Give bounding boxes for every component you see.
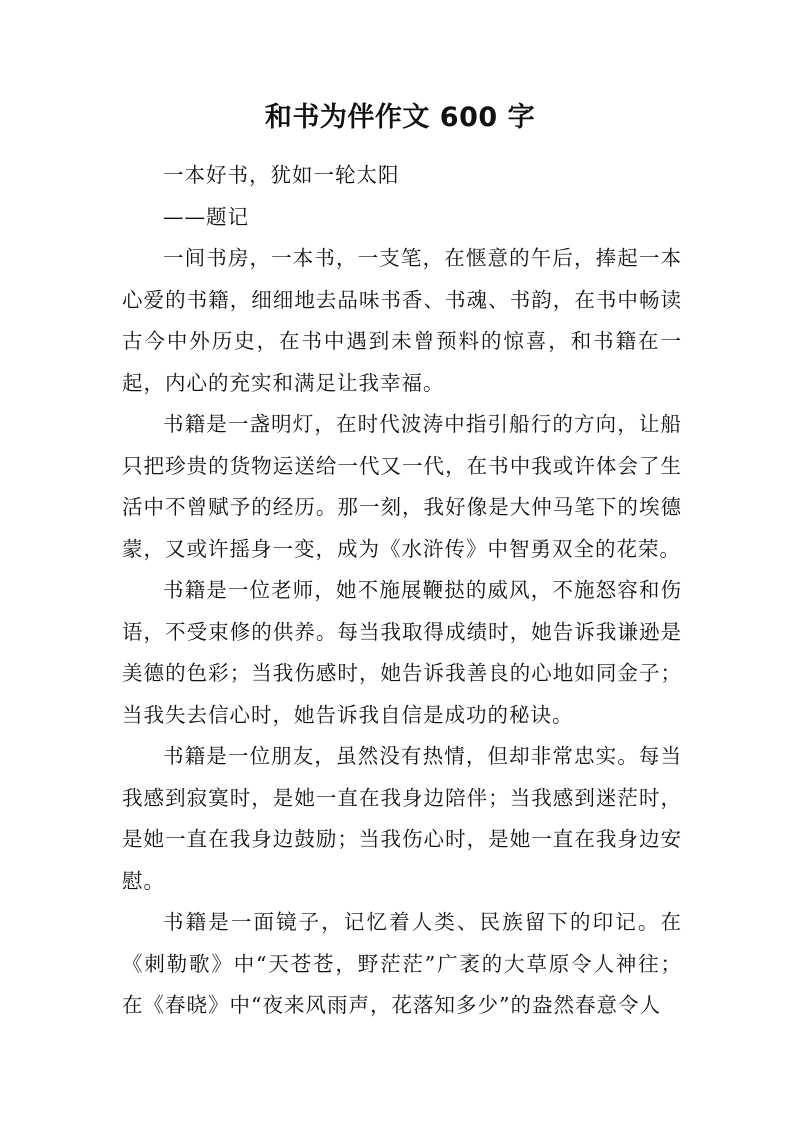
paragraph: 一间书房，一本书，一支笔，在惬意的午后，捧起一本心爱的书籍，细细地去品味书香、书魂、书韵，在书中畅读古今中外历史，在书中遇到未曾预料的惊喜，和书籍在一起，内心的充实和满足让我幸福。 — [122, 246, 682, 395]
paragraph: 书籍是一盏明灯，在时代波涛中指引船行的方向，让船只把珍贵的货物运送给一代又一代，在书中我或许体会了生活中不曾赋予的经历。那一刻，我好像是大仲马笔下的埃德蒙，又或许摇身一变，成为《水浒传》中智勇双全的花荣。 — [122, 412, 682, 561]
document-title: 和书为伴作文 600 字 — [264, 102, 536, 133]
document-body — [122, 155, 682, 1027]
epigraph: 一本好书，犹如一轮太阳 — [163, 163, 400, 187]
paragraph: 书籍是一位朋友，虽然没有热情，但却非常忠实。每当我感到寂寞时，是她一直在我身边陪伴；当我感到迷茫时，是她一直在我身边鼓励；当我伤心时，是她一直在我身边安慰。 — [122, 744, 682, 893]
epigraph-attribution: ——题记 — [163, 204, 249, 229]
paragraph: 书籍是一位老师，她不施展鞭挞的威风，不施怒容和伤语，不受束修的供养。每当我取得成绩时，她告诉我谦逊是美德的色彩；当我伤感时，她告诉我善良的心地如同金子；当我失去信心时，她告诉我自信是成功的秘诀。 — [122, 578, 682, 727]
paragraph: 书籍是一面镜子，记忆着人类、民族留下的印记。在《刺勒歌》中“天苍苍，野茫茫”广袤的大草原令人神往；在《春晓》中“夜来风雨声，花落知多少”的盎然春意令人 — [122, 910, 682, 1017]
